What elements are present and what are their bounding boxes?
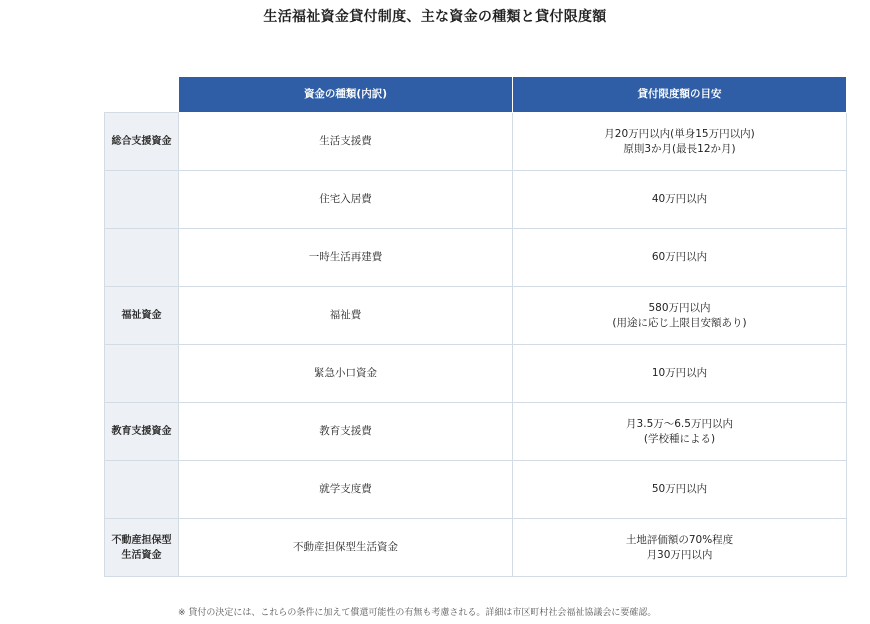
- loan-limit-text: 50万円以内: [651, 483, 708, 495]
- table-row: [105, 519, 847, 577]
- table-row: [105, 229, 847, 287]
- fund-category-cell: [105, 403, 179, 461]
- fund-type-cell: 一時生活再建費: [179, 229, 513, 287]
- loan-limit-cell: [513, 287, 847, 345]
- fund-type-cell: 就学支度費: [179, 461, 513, 519]
- fund-category-cell: [105, 345, 179, 403]
- loan-limit-text: 土地評価額の70%程度: [625, 533, 734, 546]
- table-header-corner: [105, 77, 179, 113]
- fund-category-cell: [105, 229, 179, 287]
- fund-type-cell: 福祉費: [179, 287, 513, 345]
- fund-type-cell: 教育支援費: [179, 403, 513, 461]
- loan-limit-text: 60万円以内: [651, 251, 708, 263]
- table-row: [105, 403, 847, 461]
- loan-limit-text: (用途に応じ上限目安額あり): [612, 316, 747, 329]
- loan-limit-cell: [513, 403, 847, 461]
- column-header-fund-type: 資金の種類(内訳): [179, 77, 513, 113]
- fund-category-cell: [105, 461, 179, 519]
- loan-limit-text: 40万円以内: [651, 193, 708, 205]
- fund-category-label: 生活資金: [121, 549, 162, 561]
- loan-limit-cell: [513, 229, 847, 287]
- fund-type-cell: 生活支援費: [179, 113, 513, 171]
- footnote: ※ 貸付の決定には、これらの条件に加えて償還可能性の有無も考慮される。詳細は市区町村社会福祉協議会に要確認。: [178, 608, 657, 618]
- fund-category-cell: [105, 519, 179, 577]
- loan-limit-cell: [513, 113, 847, 171]
- fund-category-cell: [105, 113, 179, 171]
- loan-limit-text: (学校種による): [643, 432, 716, 445]
- fund-type-cell: 不動産担保型生活資金: [179, 519, 513, 577]
- fund-type-cell: 緊急小口資金: [179, 345, 513, 403]
- loan-limit-text: 10万円以内: [651, 367, 708, 379]
- page-title: 生活福祉資金貸付制度、主な資金の種類と貸付限度額: [263, 9, 607, 25]
- fund-type-cell: 住宅入居費: [179, 171, 513, 229]
- table-header-row: [105, 77, 847, 113]
- fund-category-label: 教育支援資金: [111, 426, 172, 437]
- table-row: [105, 461, 847, 519]
- fund-category-label: 総合支援資金: [111, 136, 172, 147]
- loan-limit-text: 580万円以内: [648, 301, 711, 314]
- table-row: [105, 113, 847, 171]
- loan-limit-text: 月3.5万～6.5万円以内: [626, 417, 733, 430]
- loan-limit-text: 原則3か月(最長12か月): [623, 142, 736, 155]
- loan-limit-cell: [513, 519, 847, 577]
- table-row: [105, 345, 847, 403]
- table-row: [105, 171, 847, 229]
- loan-limit-cell: [513, 461, 847, 519]
- table-body: [105, 113, 847, 577]
- loan-limit-text: 月30万円以内: [646, 548, 713, 561]
- loan-limit-cell: [513, 345, 847, 403]
- fund-category-cell: [105, 287, 179, 345]
- loan-limit-cell: [513, 171, 847, 229]
- loan-limit-text: 月20万円以内(単身15万円以内): [604, 127, 755, 140]
- column-header-loan-limit: 貸付限度額の目安: [513, 77, 847, 113]
- loan-fund-table: [104, 76, 847, 577]
- fund-category-label: 福祉資金: [121, 310, 162, 321]
- fund-category-cell: [105, 171, 179, 229]
- table-row: [105, 287, 847, 345]
- fund-category-label: 不動産担保型: [111, 534, 172, 546]
